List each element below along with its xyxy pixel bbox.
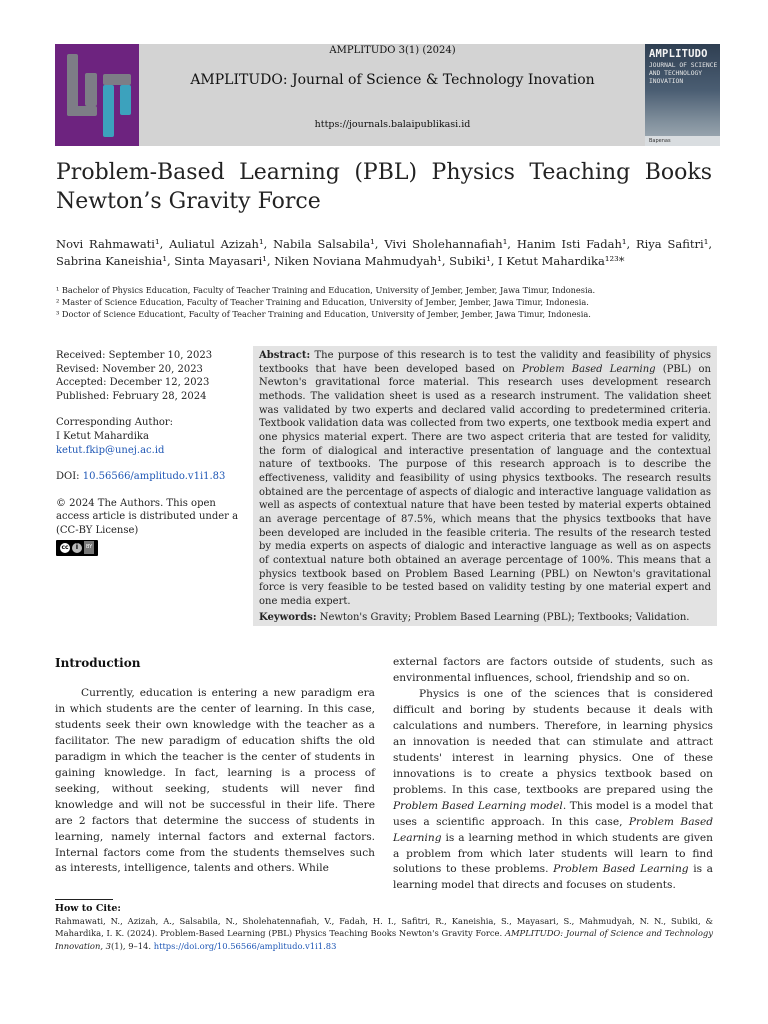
abstract-label: Abstract: bbox=[259, 350, 311, 361]
intro-emphasis: Problem Based Learning bbox=[553, 863, 689, 876]
keywords bbox=[259, 611, 711, 625]
accepted-date: Accepted: December 12, 2023 bbox=[56, 377, 210, 389]
license-text: © 2024 The Authors. This open access article is distributed under a (CC-BY License) bbox=[56, 497, 239, 536]
intro-right-paragraph-1: external factors are factors outside of students, such as environmental influences, school, friendship and so on. bbox=[393, 656, 713, 684]
journal-header-band bbox=[55, 44, 720, 146]
doi-line bbox=[56, 470, 248, 484]
journal-logo bbox=[55, 44, 139, 146]
author-list: Novi Rahmawati¹, Auliatul Azizah¹, Nabila Salsabila¹, Vivi Sholehannafiah¹, Hanim Isti Fadah¹, Riya Safitri¹, Sabrina Kaneishia¹, Sinta Mayasari¹, Niken Noviana Mahmudyah¹, Subiki¹, I Ketut Mahardika¹²³* bbox=[56, 237, 712, 268]
received-date: Received: September 10, 2023 bbox=[56, 350, 213, 361]
cc-by-license-badge[interactable] bbox=[56, 540, 98, 556]
footnote-rule bbox=[55, 899, 113, 900]
how-to-cite-heading: How to Cite: bbox=[55, 903, 121, 914]
keywords-label: Keywords: bbox=[259, 612, 317, 623]
introduction-heading: Introduction bbox=[55, 656, 141, 670]
corresponding-email-link[interactable]: ketut.fkip@unej.ac.id bbox=[56, 444, 165, 456]
journal-volume: AMPLITUDO 3(1) (2024) bbox=[329, 45, 456, 56]
citation-part: Rahmawati, N., Azizah, A., Salsabila, N., Sholehatennafiah, V., Fadah, H. I., Safitri, R., Kaneishia, S., Mayasari, S., Mahmudyah, N. N., Subiki, & Mahardika, I. K. (2024). Problem-Based Learning (PBL) Physics Teaching Books Newton's Gravity Force. bbox=[55, 916, 713, 939]
article-info bbox=[56, 349, 248, 556]
paper-title: Problem-Based Learning (PBL) Physics Teaching Books Newton’s Gravity Force bbox=[56, 160, 712, 214]
abstract-part: The purpose of this research is to test the validity and feasibility of physics textbooks that have been developed based on bbox=[259, 350, 711, 375]
doi-label: DOI: bbox=[56, 471, 83, 483]
intro-emphasis: Problem Based Learning model bbox=[393, 799, 563, 812]
citation-doi-link[interactable]: https://doi.org/10.56566/amplitudo.v1i1.83 bbox=[153, 940, 337, 951]
keywords-list: Newton's Gravity; Problem Based Learning (PBL); Textbooks; Validation. bbox=[316, 612, 690, 623]
affiliation-3: ³ Doctor of Science Educationt, Faculty of Teacher Training and Education, University of Jember, Jember, Jawa Timur, Indonesia. bbox=[56, 309, 591, 319]
affiliation-2: ² Master of Science Education, Faculty of Teacher Training and Education, University of Jember, Jember, Jawa Timur, Indonesia. bbox=[56, 297, 589, 307]
intro-left-paragraph: Currently, education is entering a new paradigm era in which students are the center of learning. In this case, students seek their own knowledge with the teacher as a facilitator. The new paradigm of education shifts the old paradigm in which the teacher is the center of students in gaining knowledge. In fact, learning is a process of seeking, without seeking, students will never find knowledge and will not be successful in their life. There are 2 factors that determine the success of students in learning, namely internal factors and external factors. Internal factors come from the students themselves such as interests, intelligence, talents and others. While bbox=[55, 687, 375, 875]
abstract-text bbox=[259, 349, 711, 608]
published-date: Published: February 28, 2024 bbox=[56, 390, 207, 402]
revised-date: Revised: November 20, 2023 bbox=[56, 363, 203, 375]
intro-text-part: is a learning model that directs and focuses on students. bbox=[393, 863, 713, 892]
doi-link[interactable]: 10.56566/amplitudo.v1i1.83 bbox=[82, 471, 226, 483]
cover-subtitle: JOURNAL OF SCIENCE AND TECHNOLOGY INOVATION bbox=[649, 62, 718, 85]
by-icon: BY bbox=[84, 541, 94, 555]
intro-emphasis: Problem Based Learning bbox=[393, 815, 713, 844]
corresponding-name: I Ketut Mahardika bbox=[56, 430, 149, 442]
citation-part: (1), 9–14. bbox=[111, 940, 154, 951]
intro-text-part: . This model is a model that uses a scientific approach. In this case, bbox=[393, 799, 714, 828]
cover-footer-text: Bapenas bbox=[649, 138, 671, 144]
intro-text-part: Physics is one of the sciences that is considered difficult and boring by students because it deals with calculations and numbers. Therefore, in learning physics an innovation is needed that can stimulate and attract students' interest in learning physics. One of these innovations is to create a physics textbook based on problems. In this case, textbooks are prepared using the bbox=[393, 688, 713, 796]
intro-text-part: is a learning method in which students are given a problem from which later students will learn to find solutions to these problems. bbox=[393, 831, 713, 876]
citation-text bbox=[55, 915, 713, 952]
attribution-icon: i bbox=[72, 543, 82, 553]
journal-url[interactable]: https://journals.balaipublikasi.id bbox=[314, 119, 471, 130]
corresponding-label: Corresponding Author: bbox=[56, 417, 174, 429]
intro-right-paragraph-2 bbox=[393, 687, 713, 894]
abstract-emphasis: Problem Based Learning bbox=[522, 363, 656, 375]
journal-cover-image bbox=[645, 44, 720, 146]
cover-title: AMPLITUDO bbox=[649, 48, 708, 60]
affiliation-1: ¹ Bachelor of Physics Education, Faculty of Teacher Training and Education, University of Jember, Jember, Jawa Timur, Indonesia. bbox=[56, 285, 596, 295]
journal-name: AMPLITUDO: Journal of Science & Technology Inovation bbox=[190, 72, 595, 88]
abstract-part: (PBL) on Newton's gravitational force material. This research uses development research methods. The validation sheet is used as a research instrument. The validation sheet was validated by two experts and declared valid according to predetermined criteria. Textbook validation data was collected from two experts, one textbook media expert and one physics material expert. There are two aspect criteria that are tested for validity, the form of dialogical and interactive presentation of language and the contextual nature of textbooks. The purpose of this research approach is to describe the effectiveness, validity and feasibility of using physics textbooks. The research results obtained are the percentage of aspects of dialogic and interactive language validation as well as aspects of contextual nature that have been tested by material experts obtained an average percentage of 87.5%, which means that the physics textbooks that have been developed are included in the feasible criteria. The results of the research tested by media experts on aspects of dialogic and interactive language as well as on aspects of contextual nature both obtained an average percentage of 100%. This means that a physics textbook based on Problem Based Learning (PBL) on Newton's gravitational force is very feasible to be tested based on validity testing by one material expert and one media expert. bbox=[259, 363, 712, 607]
citation-journal: AMPLITUDO: Journal of Science and Technology Innovation, 3 bbox=[55, 928, 713, 951]
cc-icon: cc bbox=[61, 543, 69, 551]
